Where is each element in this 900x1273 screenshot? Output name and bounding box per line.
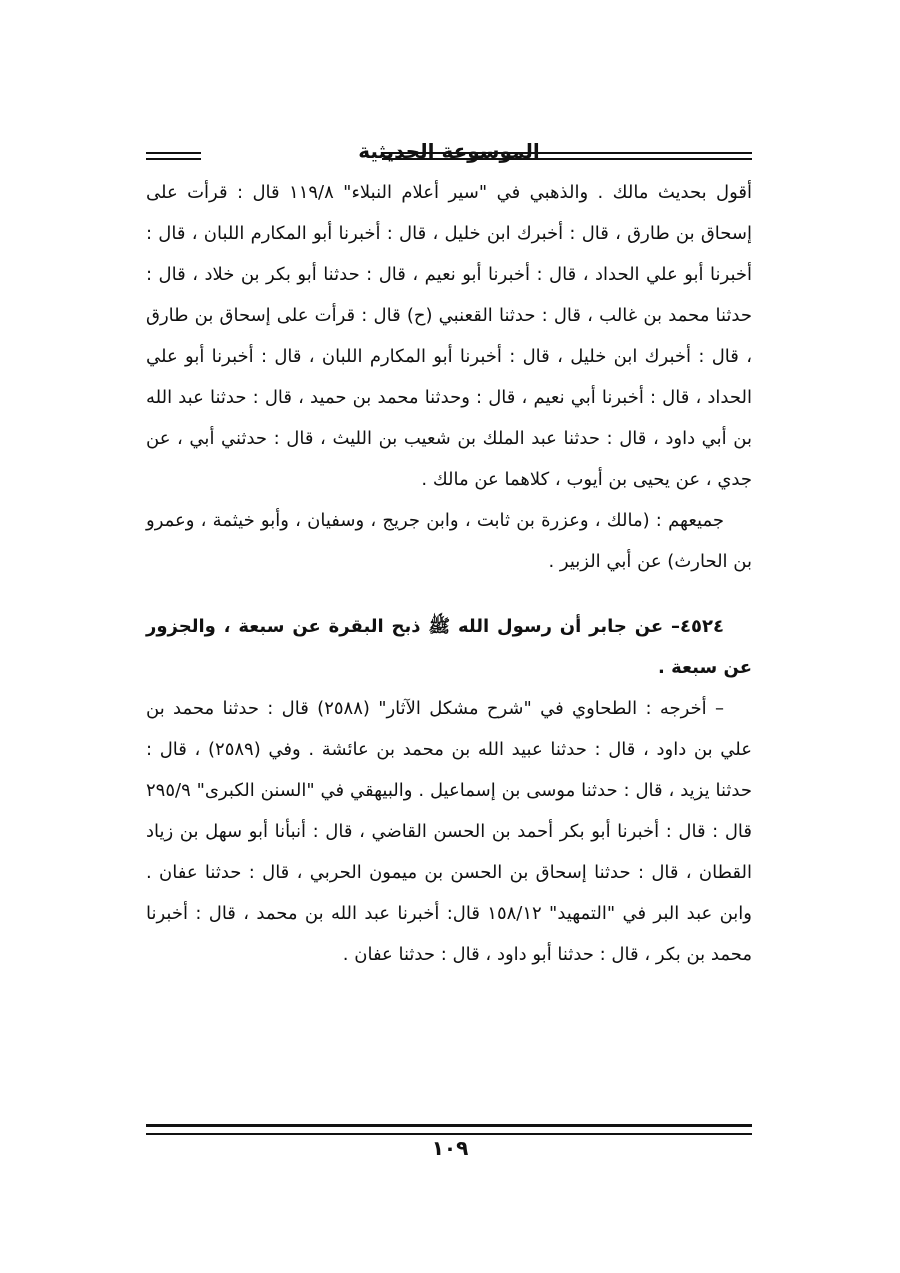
footer-rule xyxy=(146,1124,752,1135)
header-rule-right xyxy=(382,152,752,160)
hadith-heading: ٤٥٢٤– عن جابر أن رسول الله ﷺ ذبح البقرة عن سبعة ، والجزور عن سبعة . xyxy=(146,616,752,678)
header-rule-left xyxy=(146,152,201,160)
paragraph-takhrij: – أخرجه : الطحاوي في "شرح مشكل الآثار" (٢٥٨٨) قال : حدثنا محمد بن علي بن داود ، قال : حدثنا عبيد الله بن محمد بن عائشة . وفي (٢٥٨٩) ، قال : حدثنا يزيد ، قال : حدثنا موسى بن إسماعيل . والبيهقي في "السنن الكبرى" ٢٩٥/٩ قال : قال : أخبرنا أبو بكر أحمد بن الحسن القاضي ، قال : أنبأنا أبو سهل بن زياد القطان ، قال : حدثنا إسحاق بن الحسن بن ميمون الحربي ، قال : حدثنا عفان . وابن عبد البر في "التمهيد" ١٥٨/١٢ قال: أخبرنا عبد الله بن محمد ، قال : أخبرنا محمد بن بكر ، قال : حدثنا أبو داود ، قال : حدثنا عفان . xyxy=(146,698,752,965)
page-body xyxy=(146,172,752,975)
page-number: ١٠٩ xyxy=(431,1136,469,1160)
header-title: الموسوعة الحديثية xyxy=(358,139,540,163)
paragraph-summary: جميعهم : (مالك ، وعزرة بن ثابت ، وابن جريج ، وسفيان ، وأبو خيثمة ، وعمرو بن الحارث) عن أبي الزبير . xyxy=(146,510,752,572)
paragraph-isnad: أقول بحديث مالك . والذهبي في "سير أعلام النبلاء" ١١٩/٨ قال : قرأت على إسحاق بن طارق ، قال : أخبرك ابن خليل ، قال : أخبرنا أبو المكارم اللبان ، قال : أخبرنا أبو علي الحداد ، قال : أخبرنا أبو نعيم ، قال : حدثنا أبو بكر بن خلاد ، قال : حدثنا محمد بن غالب ، قال : حدثنا القعنبي (ح) قال : قرأت على إسحاق بن طارق ، قال : أخبرك ابن خليل ، قال : أخبرنا أبو المكارم اللبان ، قال : أخبرنا أبو علي الحداد ، قال : أخبرنا أبي نعيم ، قال : وحدثنا محمد بن حميد ، قال : حدثنا عبد الله بن أبي داود ، قال : حدثنا عبد الملك بن شعيب بن الليث ، قال : حدثني أبي ، عن جدي ، عن يحيى بن أيوب ، كلاهما عن مالك . xyxy=(146,182,752,490)
